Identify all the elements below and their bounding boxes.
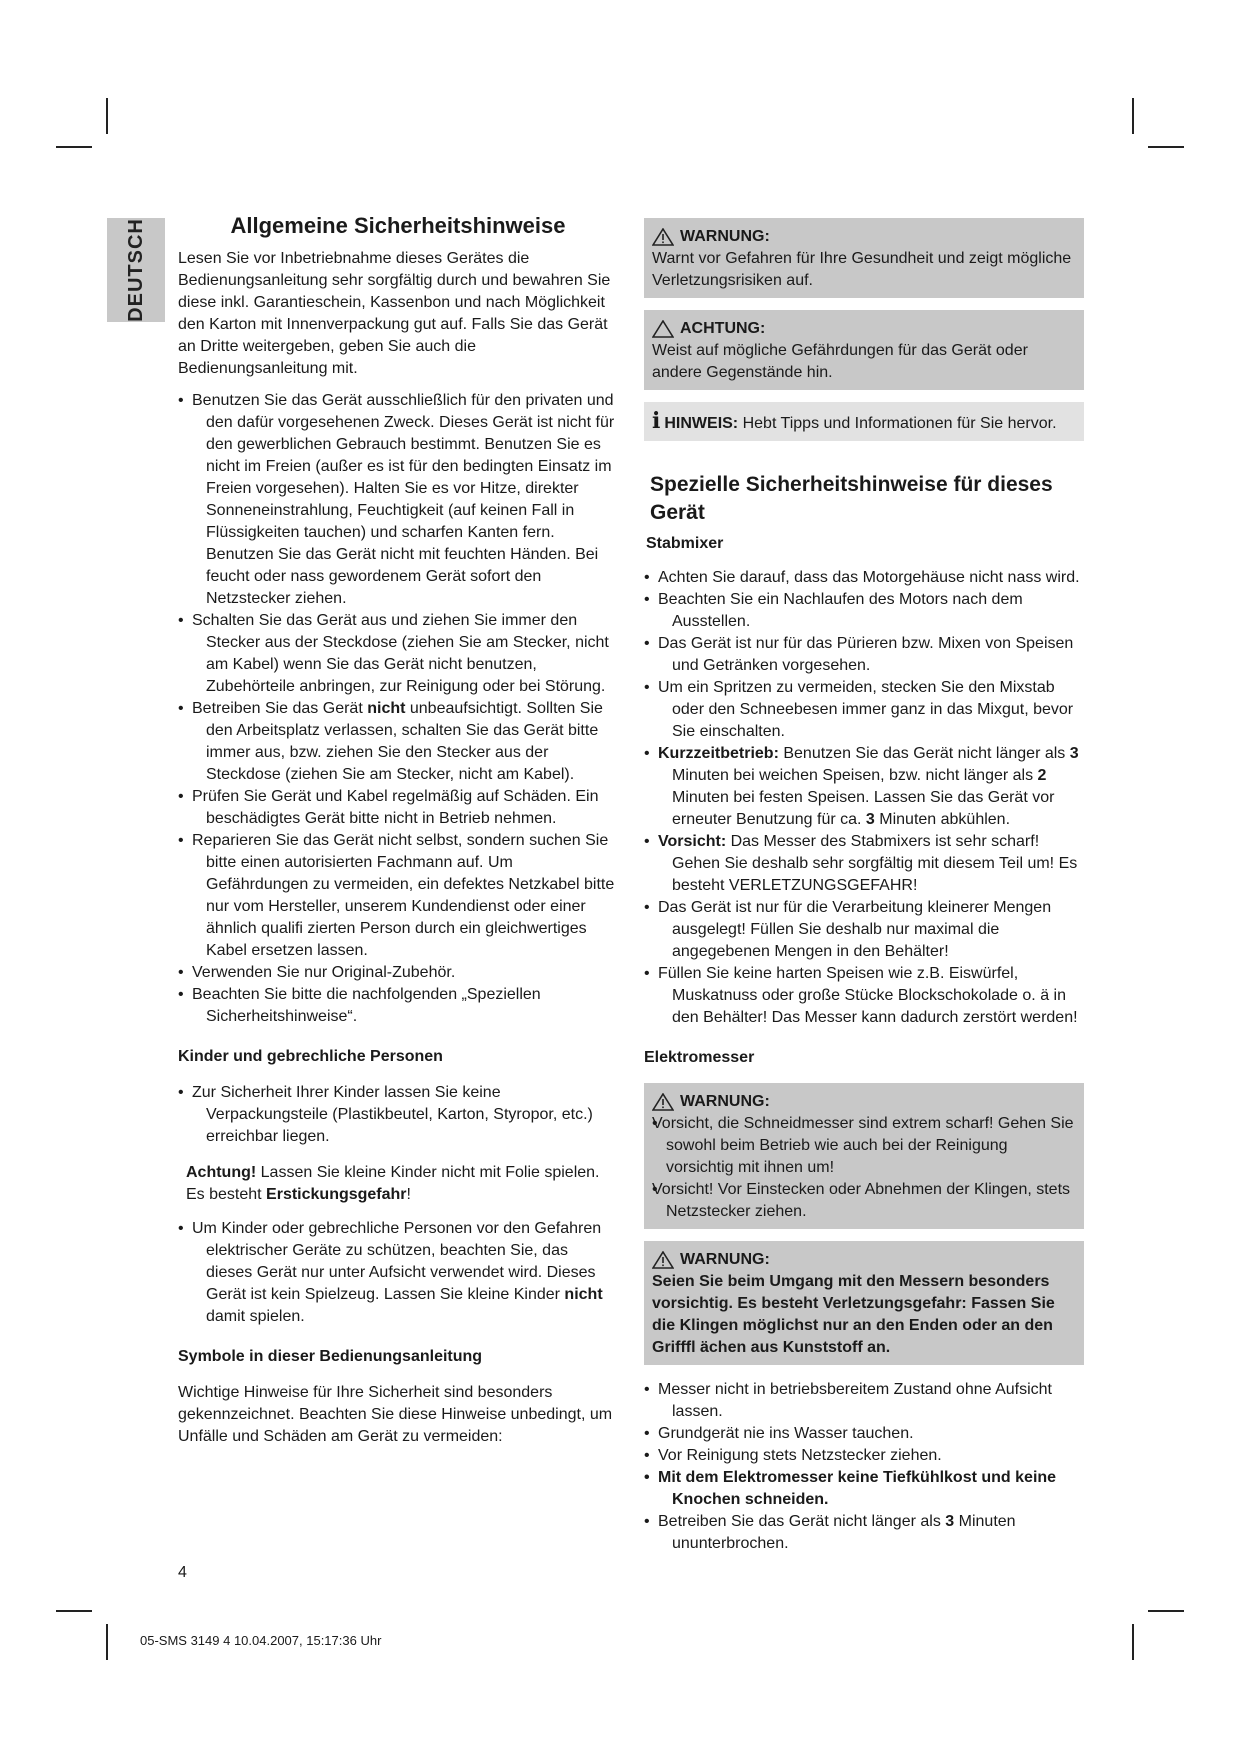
stabmixer-heading: Stabmixer bbox=[646, 535, 724, 552]
list-item: • Um Kinder oder gebrechliche Personen vor den Gefahren elektrischer Geräte zu schützen, beachten Sie, das dieses Gerät nur unter Aufsicht verwendet wird. Dieses Gerät ist kein Spielzeug. Lassen Sie kleine Kinder nicht damit spielen. bbox=[178, 1218, 618, 1328]
crop-mark bbox=[1148, 1610, 1184, 1612]
hinweis-label: HINWEIS: bbox=[664, 415, 739, 432]
achtung-note: Achtung! Lassen Sie kleine Kinder nicht mit Folie spielen. Es besteht Erstickungsgefahr! bbox=[186, 1164, 600, 1203]
warning-triangle-icon bbox=[652, 1093, 674, 1111]
list-item: • Mit dem Elektromesser keine Tiefkühlkost und keine Knochen schneiden. bbox=[644, 1467, 1084, 1511]
language-tab bbox=[107, 218, 165, 322]
list-item: • Beachten Sie ein Nachlaufen des Motors nach dem Ausstellen. bbox=[644, 589, 1084, 633]
warnung-label: WARNUNG: bbox=[680, 1093, 770, 1110]
warnung-box-3 bbox=[644, 1241, 1084, 1365]
warnung-bold-text: Seien Sie beim Umgang mit den Messern besonders vorsichtig. Es besteht Verletzungsgefahr: Fassen Sie die Klingen möglichst nur an den Enden oder an den Grifffl ächen aus Kunststoff an. bbox=[652, 1273, 1055, 1356]
list-item: • Messer nicht in betriebsbereitem Zustand ohne Aufsicht lassen. bbox=[644, 1379, 1084, 1423]
list-item: • Betreiben Sie das Gerät nicht unbeaufsichtigt. Sollten Sie den Arbeitsplatz verlassen, schalten Sie das Gerät bitte immer aus, bzw. ziehen Sie den Stecker aus der Steckdose (ziehen Sie am Stecker, nicht am Kabel). bbox=[178, 698, 618, 786]
achtung-box bbox=[644, 310, 1084, 390]
section-title: Allgemeine Sicherheitshinweise bbox=[230, 213, 566, 238]
print-footer: 05-SMS 3149 4 10.04.2007, 15:17:36 Uhr bbox=[140, 1633, 382, 1648]
crop-mark bbox=[106, 1624, 108, 1660]
hinweis-text: Hebt Tipps und Informationen für Sie hervor. bbox=[738, 415, 1057, 432]
crop-mark bbox=[106, 98, 108, 134]
crop-mark bbox=[56, 1610, 92, 1612]
list-item: • Achten Sie darauf, dass das Motorgehäuse nicht nass wird. bbox=[644, 567, 1084, 589]
list-item: • Reparieren Sie das Gerät nicht selbst, sondern suchen Sie bitte einen autorisierten Fachmann auf. Um Gefährdungen zu vermeiden, ein defektes Netzkabel bitte nur vom Hersteller, unserem Kundendienst oder einer ähnlich qualifi zierten Person durch ein gleichwertiges Kabel ersetzen lassen. bbox=[178, 830, 618, 962]
list-item: • Füllen Sie keine harten Speisen wie z.B. Eiswürfel, Muskatnuss oder große Stücke Blockschokolade o. ä in den Behälter! Das Messer kann dadurch zerstört werden! bbox=[644, 963, 1084, 1029]
list-item: • Prüfen Sie Gerät und Kabel regelmäßig auf Schäden. Ein beschädigtes Gerät bitte nicht in Betrieb nehmen. bbox=[178, 786, 618, 830]
warnung-label: WARNUNG: bbox=[680, 228, 770, 245]
warning-triangle-icon bbox=[652, 1251, 674, 1269]
special-safety-heading: Spezielle Sicherheitshinweise für dieses Gerät bbox=[650, 473, 1053, 524]
list-item: • Kurzzeitbetrieb: Benutzen Sie das Gerät nicht länger als 3 Minuten bei weichen Speisen, bzw. nicht länger als 2 Minuten bei festen Speisen. Lassen Sie das Gerät vor erneuter Benutzung für ca. 3 Minuten abkühlen. bbox=[644, 743, 1084, 831]
warnung-box-2 bbox=[644, 1083, 1084, 1229]
list-item: • Um ein Spritzen zu vermeiden, stecken Sie den Mixstab oder den Schneebesen immer ganz in das Mixgut, bevor Sie einschalten. bbox=[644, 677, 1084, 743]
list-item: • Beachten Sie bitte die nachfolgenden „Speziellen Sicherheitshinweise“. bbox=[178, 984, 618, 1028]
warnung-text: Warnt vor Gefahren für Ihre Gesundheit und zeigt mögliche Verletzungsrisiken auf. bbox=[652, 250, 1072, 289]
list-item: • Vorsicht, die Schneidmesser sind extrem scharf! Gehen Sie sowohl beim Betrieb wie auch bei der Reinigung vorsichtig mit ihnen um! bbox=[652, 1113, 1076, 1179]
list-item: • Schalten Sie das Gerät aus und ziehen Sie immer den Stecker aus der Steckdose (ziehen Sie am Stecker, nicht am Kabel) wenn Sie das Gerät nicht benutzen, Zubehörteile anbringen, zur Reinigung oder bei Störung. bbox=[178, 610, 618, 698]
intro-paragraph: Lesen Sie vor Inbetriebnahme dieses Gerätes die Bedienungsanleitung sehr sorgfältig durch und bewahren Sie diese inkl. Garantieschein, Kassenbon und nach Möglichkeit den Karton mit Innenverpackung gut auf. Falls Sie das Gerät an Dritte weitergeben, geben Sie auch die Bedienungsanleitung mit. bbox=[178, 250, 611, 377]
list-item: • Das Gerät ist nur für das Pürieren bzw. Mixen von Speisen und Getränken vorgesehen. bbox=[644, 633, 1084, 677]
crop-mark bbox=[1132, 98, 1134, 134]
page-number: 4 bbox=[178, 1564, 187, 1581]
caution-triangle-icon bbox=[652, 320, 674, 338]
list-item: • Das Gerät ist nur für die Verarbeitung kleinerer Mengen ausgelegt! Füllen Sie deshalb nur maximal die angegebenen Mengen in den Behälter! bbox=[644, 897, 1084, 963]
elektromesser-list bbox=[644, 1379, 1084, 1555]
kinder-list-2 bbox=[178, 1218, 618, 1328]
right-column bbox=[644, 218, 1084, 1555]
warnung-box bbox=[644, 218, 1084, 298]
list-item: • Verwenden Sie nur Original-Zubehör. bbox=[178, 962, 618, 984]
hinweis-box bbox=[644, 402, 1084, 441]
list-item: • Grundgerät nie ins Wasser tauchen. bbox=[644, 1423, 1084, 1445]
kinder-list bbox=[178, 1082, 618, 1148]
stabmixer-list bbox=[644, 567, 1084, 1029]
crop-mark bbox=[1132, 1624, 1134, 1660]
achtung-label: ACHTUNG: bbox=[680, 320, 766, 337]
list-item: • Vorsicht! Vor Einstecken oder Abnehmen der Klingen, stets Netzstecker ziehen. bbox=[652, 1179, 1076, 1223]
general-safety-list bbox=[178, 390, 618, 1028]
symbole-heading: Symbole in dieser Bedienungsanleitung bbox=[178, 1348, 483, 1365]
info-icon: i bbox=[652, 408, 661, 434]
crop-mark bbox=[56, 146, 92, 148]
elektromesser-heading: Elektromesser bbox=[644, 1049, 755, 1066]
left-column bbox=[178, 212, 618, 1448]
kinder-heading: Kinder und gebrechliche Personen bbox=[178, 1048, 443, 1065]
list-item: • Betreiben Sie das Gerät nicht länger als 3 Minuten ununterbrochen. bbox=[644, 1511, 1084, 1555]
list-item: • Benutzen Sie das Gerät ausschließlich für den privaten und den dafür vorgesehenen Zweck. Dieses Gerät ist nicht für den gewerblichen Gebrauch bestimmt. Benutzen Sie es nicht im Freien (außer es ist für den bedingten Einsatz im Freien vorgesehen). Halten Sie es vor Hitze, direkter Sonneneinstrahlung, Feuchtigkeit (auf keinen Fall in Flüssigkeiten tauchen) und scharfen Kanten fern. Benutzen Sie das Gerät nicht mit feuchten Händen. Bei feucht oder nass gewordenem Gerät sofort den Netzstecker ziehen. bbox=[178, 390, 618, 610]
crop-mark bbox=[1148, 146, 1184, 148]
language-tab-label: DEUTSCH bbox=[125, 218, 148, 322]
warnung-list bbox=[652, 1113, 1076, 1223]
list-item: • Vorsicht: Das Messer des Stabmixers ist sehr scharf! Gehen Sie deshalb sehr sorgfältig mit diesem Teil um! Es besteht VERLETZUNGSGEFAHR! bbox=[644, 831, 1084, 897]
symbole-paragraph: Wichtige Hinweise für Ihre Sicherheit sind besonders gekennzeichnet. Beachten Sie diese Hinweise unbedingt, um Unfälle und Schäden am Gerät zu vermeiden: bbox=[178, 1384, 613, 1445]
warnung-label: WARNUNG: bbox=[680, 1251, 770, 1268]
warning-triangle-icon bbox=[652, 228, 674, 246]
list-item: • Vor Reinigung stets Netzstecker ziehen. bbox=[644, 1445, 1084, 1467]
list-item: • Zur Sicherheit Ihrer Kinder lassen Sie keine Verpackungsteile (Plastikbeutel, Karton, Styropor, etc.) erreichbar liegen. bbox=[178, 1082, 618, 1148]
achtung-text: Weist auf mögliche Gefährdungen für das Gerät oder andere Gegenstände hin. bbox=[652, 342, 1028, 381]
